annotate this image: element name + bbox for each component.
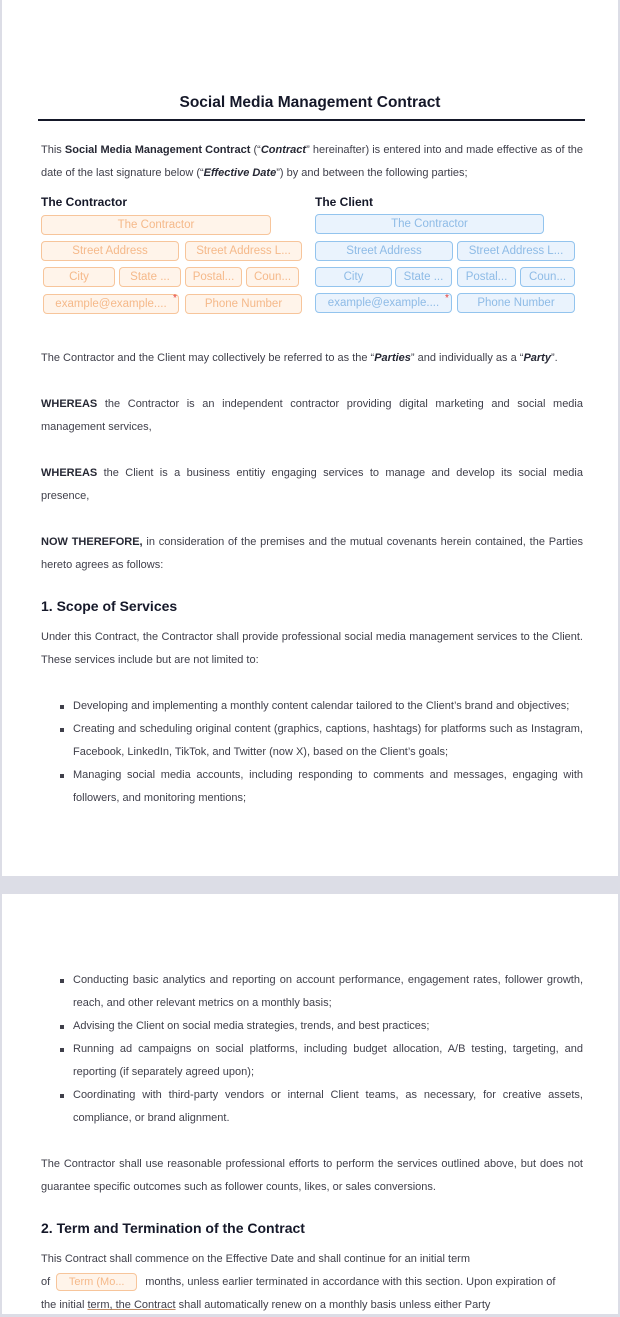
contractor-name-field[interactable]: The Contractor — [41, 215, 271, 235]
client-email-required-mark: * — [445, 293, 449, 304]
bullet-marker — [60, 728, 64, 732]
list-item: Developing and implementing a monthly content calendar tailored to the Client’s brand and objectives; — [58, 695, 583, 718]
client-state-field[interactable]: State ... — [395, 267, 452, 287]
whereas-contractor-paragraph: WHEREAS the Contractor is an independent contractor providing digital marketing and social media management services, — [41, 398, 583, 433]
client-postal-field[interactable]: Postal... — [457, 267, 516, 287]
client-name-field[interactable]: The Contractor — [315, 214, 544, 234]
bullet-marker — [60, 1094, 64, 1098]
bullet-marker — [60, 979, 64, 983]
client-country-field[interactable]: Coun... — [520, 267, 575, 287]
contractor-country-field[interactable]: Coun... — [246, 267, 299, 287]
bullet-marker — [60, 1025, 64, 1029]
client-city-field[interactable]: City — [315, 267, 392, 287]
document-page-2 — [2, 894, 618, 1314]
contractor-street-field[interactable]: Street Address — [41, 241, 179, 261]
list-item: Managing social media accounts, including responding to comments and messages, engaging with followers, and monitoring mentions; — [58, 764, 583, 810]
title-divider — [38, 119, 585, 121]
contractor-phone-field[interactable]: Phone Number — [185, 294, 302, 314]
client-email-field[interactable]: example@example.... — [315, 293, 452, 313]
document-page-1 — [2, 0, 618, 876]
bullet-marker — [60, 774, 64, 778]
list-item: Advising the Client on social media strategies, trends, and best practices; — [58, 1015, 583, 1038]
contractor-email-required-mark: * — [173, 293, 177, 304]
client-street-field[interactable]: Street Address — [315, 241, 453, 261]
now-therefore-paragraph: NOW THEREFORE, in consideration of the premises and the mutual covenants herein contained, the Parties hereto agrees as follows: — [41, 536, 584, 571]
section-1-closing: The Contractor shall use reasonable professional efforts to perform the services outlined above, but does not guarantee specific outcomes such as follower counts, likes, or sales conversions. — [41, 1158, 583, 1193]
bullet-marker — [60, 705, 64, 709]
section-2-paragraph: This Contract shall commence on the Effective Date and shall continue for an initial term of Term (Mo... months, unless earlier terminated in accordance with this section. Upon expiration of the initial term, the Contract shall automatically renew on a monthly basis unless either Party — [41, 1253, 556, 1311]
bullet-marker — [60, 1048, 64, 1052]
list-item: Coordinating with third-party vendors or internal Client teams, as necessary, for creative assets, compliance, or brand alignment. — [58, 1084, 583, 1130]
whereas-client-paragraph: WHEREAS the Client is a business entitiy engaging services to manage and develop its social media presence, — [41, 467, 583, 502]
section-1-intro: Under this Contract, the Contractor shall provide professional social media management services to the Client. These services include but are not limited to: — [41, 631, 583, 666]
scope-bullet-list-page-2 — [58, 969, 583, 1130]
section-2-heading: 2. Term and Termination of the Contract — [41, 1220, 305, 1236]
contractor-email-field[interactable]: example@example.... — [43, 294, 179, 314]
document-title: Social Media Management Contract — [179, 94, 441, 111]
list-item: Conducting basic analytics and reporting on account performance, engagement rates, follower growth, reach, and other relevant metrics on a monthly basis; — [58, 969, 583, 1015]
client-street2-field[interactable]: Street Address L... — [457, 241, 575, 261]
section-1-heading: 1. Scope of Services — [41, 598, 178, 614]
contractor-street2-field[interactable]: Street Address L... — [185, 241, 302, 261]
contractor-postal-field[interactable]: Postal... — [185, 267, 242, 287]
intro-paragraph: This Social Media Management Contract (“Contract” hereinafter) is entered into and made effective as of the date of the last signature below (“Effective Date”) by and between the following parties; — [41, 144, 583, 179]
client-heading: The Client — [315, 195, 374, 209]
term-months-field[interactable]: Term (Mo... — [56, 1273, 137, 1291]
client-phone-field[interactable]: Phone Number — [457, 293, 575, 313]
contractor-heading: The Contractor — [41, 195, 128, 209]
list-item: Creating and scheduling original content (graphics, captions, hashtags) for platforms such as Instagram, Facebook, LinkedIn, TikTok, and Twitter (now X), based on the Client’s goals; — [58, 718, 583, 764]
list-item: Running ad campaigns on social platforms, including budget allocation, A/B testing, targeting, and reporting (if separately agreed upon); — [58, 1038, 583, 1084]
contractor-state-field[interactable]: State ... — [119, 267, 181, 287]
contractor-city-field[interactable]: City — [43, 267, 115, 287]
scope-bullet-list-page-1 — [58, 695, 583, 810]
parties-paragraph: The Contractor and the Client may collectively be referred to as the “Parties” and individually as a “Party”. — [41, 352, 558, 364]
